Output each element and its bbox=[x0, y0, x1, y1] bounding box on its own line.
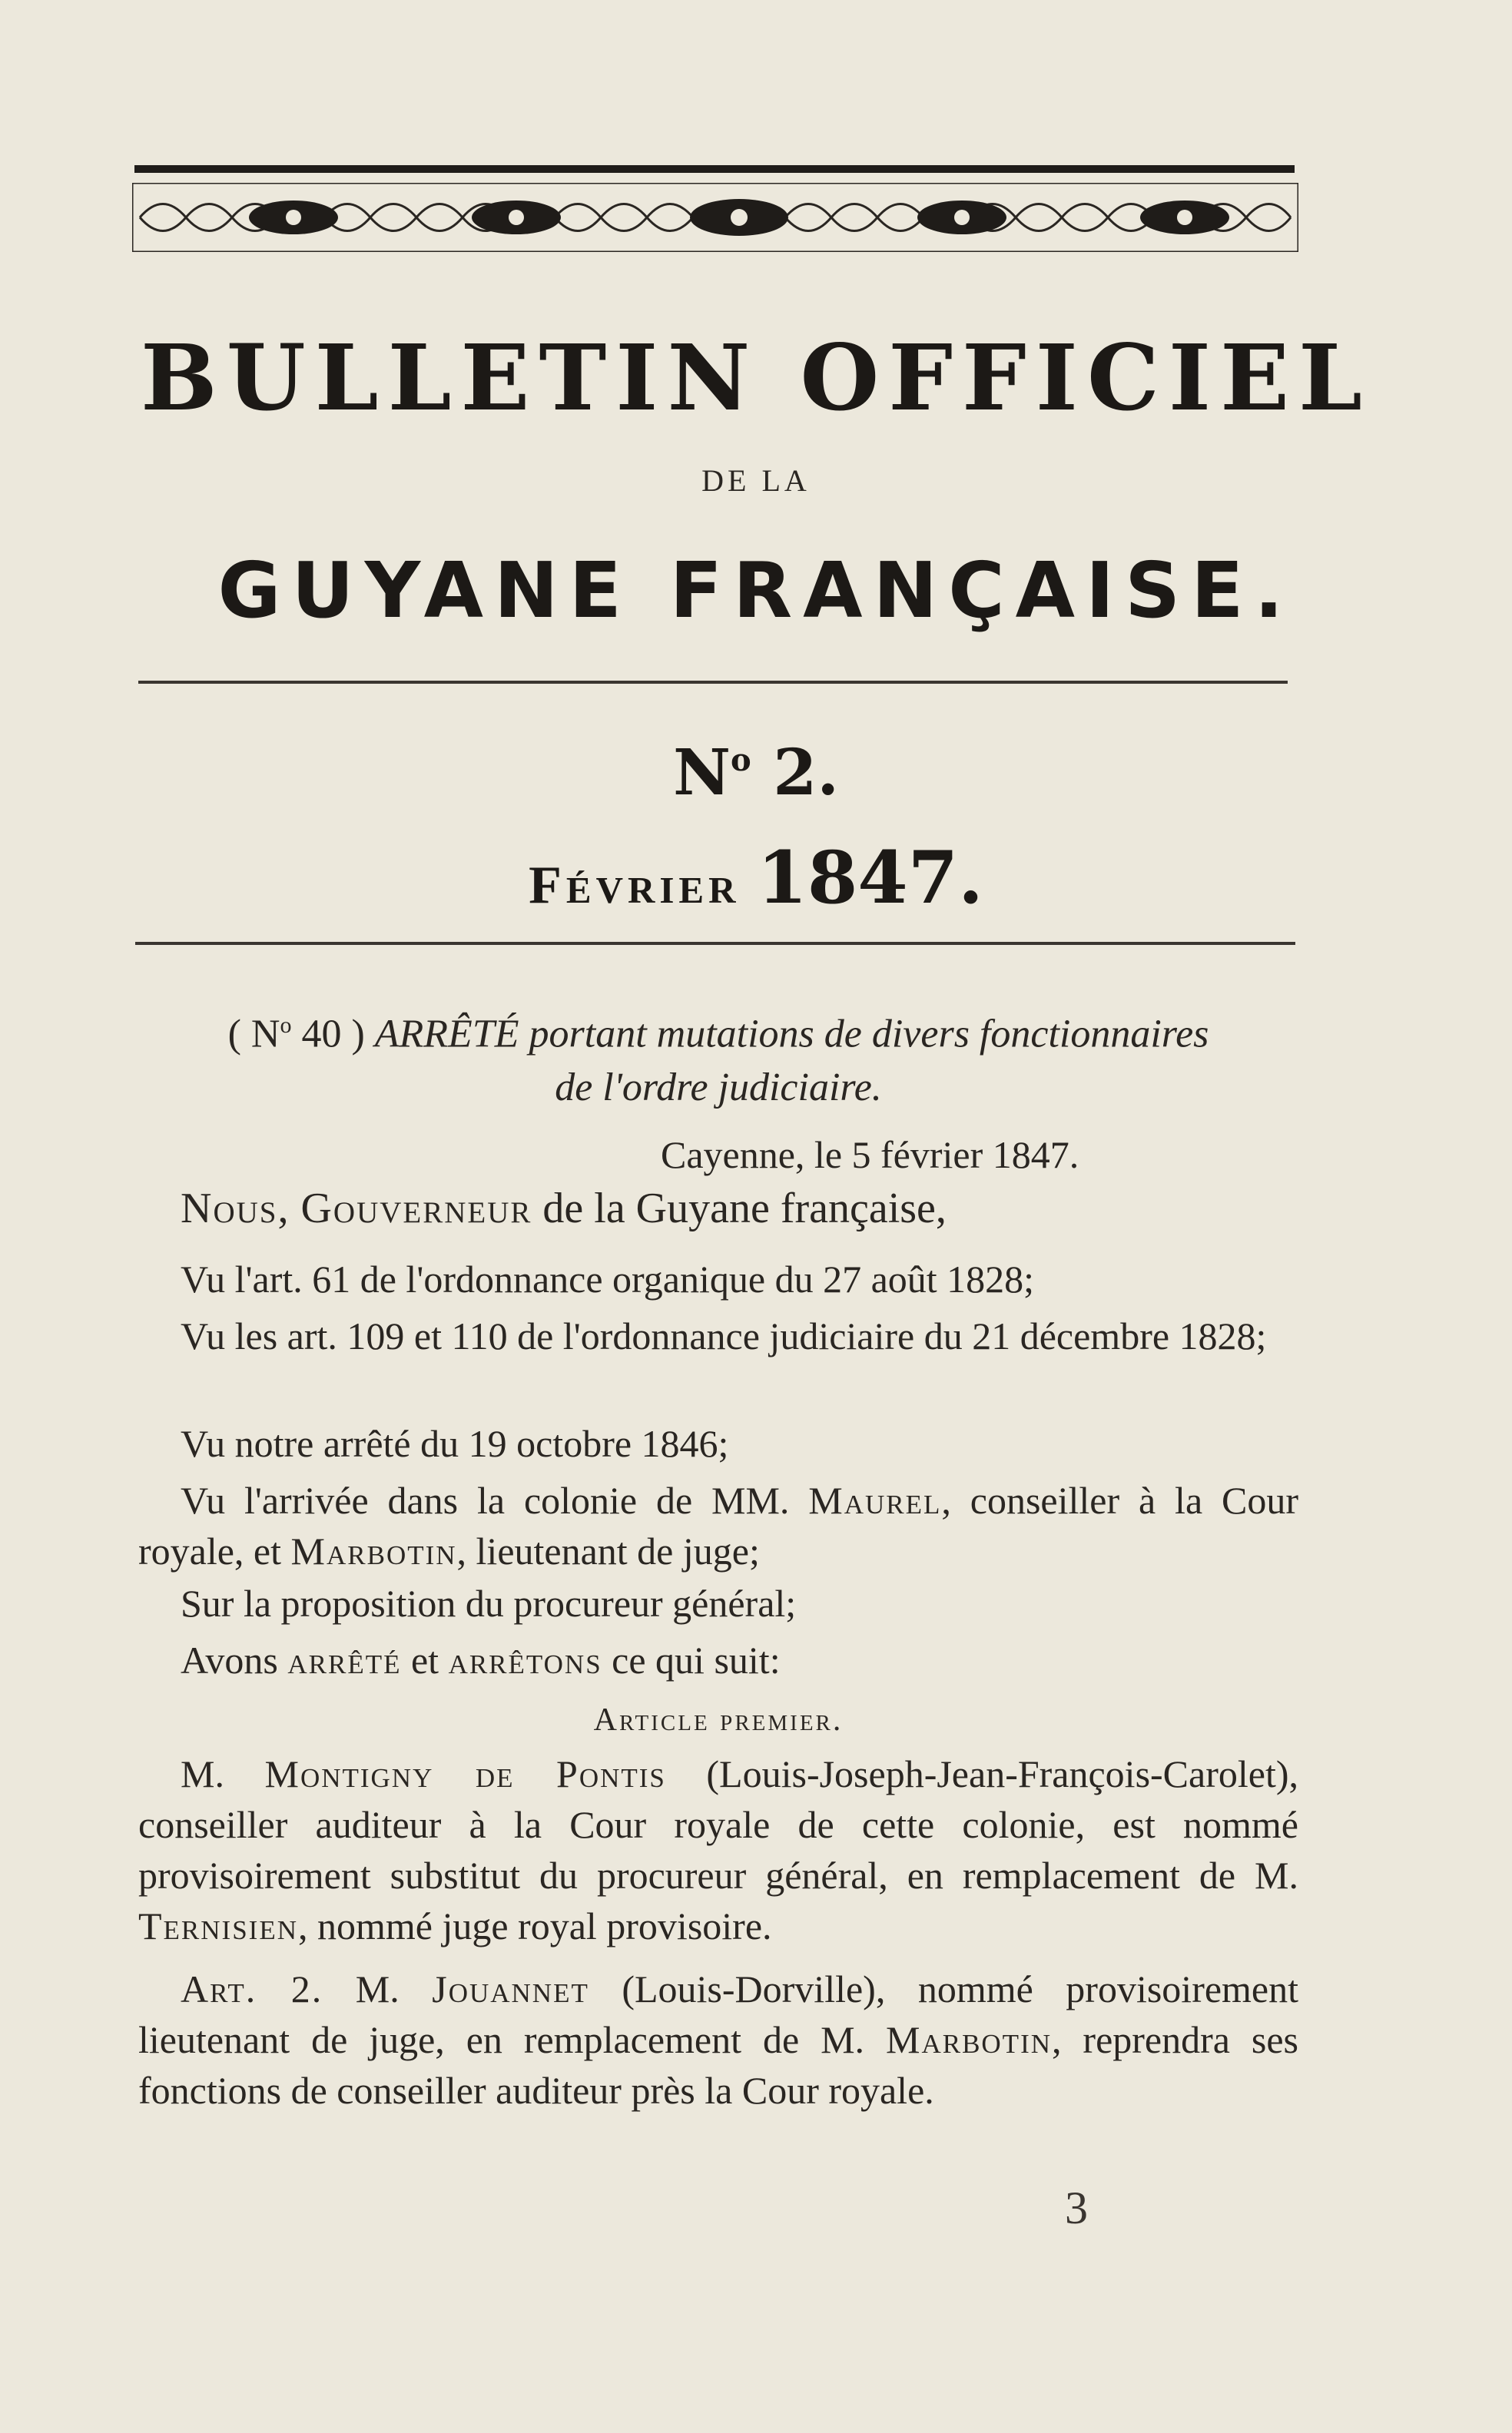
visa-4 bbox=[138, 1475, 1298, 1576]
issue-value: 2. bbox=[773, 736, 839, 810]
page-number: 3 bbox=[1065, 2183, 1088, 2233]
art1-name2: Ternisien bbox=[138, 1904, 298, 1947]
art2-label: Art. 2. bbox=[181, 1967, 323, 2010]
colony-title: GUYANE FRANÇAISE. bbox=[217, 545, 1295, 635]
visa-4-a: Vu l'arrivée dans la colonie de MM. bbox=[181, 1479, 790, 1522]
act-heading bbox=[138, 999, 1298, 1115]
art2-end: , reprendra ses fonctions de conseiller auditeur près la Cour royale. bbox=[138, 2018, 1299, 2112]
visa-1: Vu l'art. 61 de l'ordonnance organique du 27 août 1828; bbox=[181, 1258, 1035, 1301]
issue-year: 1847. bbox=[757, 836, 983, 920]
ornamental-border-icon bbox=[132, 183, 1298, 252]
visa-2-text: Vu les art. 109 et 110 de l'ordonnance judiciaire du 21 décembre 1828; bbox=[181, 1314, 1267, 1357]
act-number-label: ( N bbox=[227, 1012, 280, 1056]
header-divider bbox=[138, 681, 1288, 684]
bulletin-title: BULLETIN OFFICIEL bbox=[140, 324, 1372, 431]
art2-name2: Marbotin bbox=[885, 2018, 1052, 2061]
issue-date bbox=[0, 836, 1512, 920]
visa-4-c: , lieutenant de juge; bbox=[456, 1530, 760, 1573]
preamble-nous bbox=[181, 1183, 1298, 1234]
date-divider bbox=[135, 942, 1295, 945]
visa-4-name2: Marbotin bbox=[290, 1530, 457, 1573]
art1-m: M. bbox=[181, 1752, 224, 1795]
visa-2 bbox=[138, 1311, 1298, 1361]
avons-et: et bbox=[401, 1639, 439, 1682]
visa-4-name1: Maurel bbox=[808, 1479, 942, 1522]
decision-line bbox=[181, 1635, 1298, 1686]
article-1 bbox=[138, 1749, 1298, 1951]
title-connector: DE LA bbox=[701, 463, 811, 498]
art2-text: (Louis-Dorville), nommé provisoirement lieutenant de juge, en remplacement de M. bbox=[138, 1967, 1299, 2061]
visa-4-b: , conseiller à la Cour royale, et bbox=[138, 1479, 1298, 1573]
proposal-line: Sur la proposition du procureur général; bbox=[181, 1582, 797, 1625]
article-heading: Article premier. bbox=[593, 1702, 844, 1738]
art2-name: Jouannet bbox=[432, 1967, 589, 2010]
nous-word: Nous, bbox=[181, 1185, 290, 1232]
governor-line-rest: de la Guyane française, bbox=[532, 1185, 947, 1232]
issue-month: Février bbox=[529, 856, 741, 915]
act-title-continued: de l'ordre judiciaire. bbox=[555, 1066, 882, 1110]
issue-sup: o bbox=[731, 742, 751, 778]
act-number-sup: o bbox=[280, 1013, 292, 1038]
act-title: ARRÊTÉ portant mutations de divers fonctionnaires bbox=[374, 1012, 1209, 1056]
avons-rest: ce qui suit: bbox=[602, 1639, 781, 1682]
art2-m: M. bbox=[323, 1967, 400, 2010]
act-number-value: 40 ) bbox=[291, 1012, 365, 1056]
issue-number bbox=[0, 736, 1512, 810]
top-rule bbox=[134, 165, 1295, 173]
governor-word: Gouverneur bbox=[300, 1185, 532, 1232]
issue-prefix: N bbox=[673, 736, 731, 810]
arretons-word: arrêtons bbox=[448, 1639, 602, 1682]
art1-text: (Louis-Joseph-Jean-François-Carolet), conseiller auditeur à la Cour royale de cette colonie, est nommé provisoirement substitut du procureur général, en remplacement de M. bbox=[138, 1752, 1299, 1897]
avons-word: Avons bbox=[181, 1639, 278, 1682]
art1-name: Montigny de Pontis bbox=[264, 1752, 666, 1795]
article-2 bbox=[138, 1964, 1298, 2116]
visa-3: Vu notre arrêté du 19 octobre 1846; bbox=[181, 1422, 729, 1465]
arrete-word: arrêté bbox=[287, 1639, 402, 1682]
place-date: Cayenne, le 5 février 1847. bbox=[661, 1133, 1079, 1176]
art1-end: , nommé juge royal provisoire. bbox=[297, 1904, 772, 1947]
